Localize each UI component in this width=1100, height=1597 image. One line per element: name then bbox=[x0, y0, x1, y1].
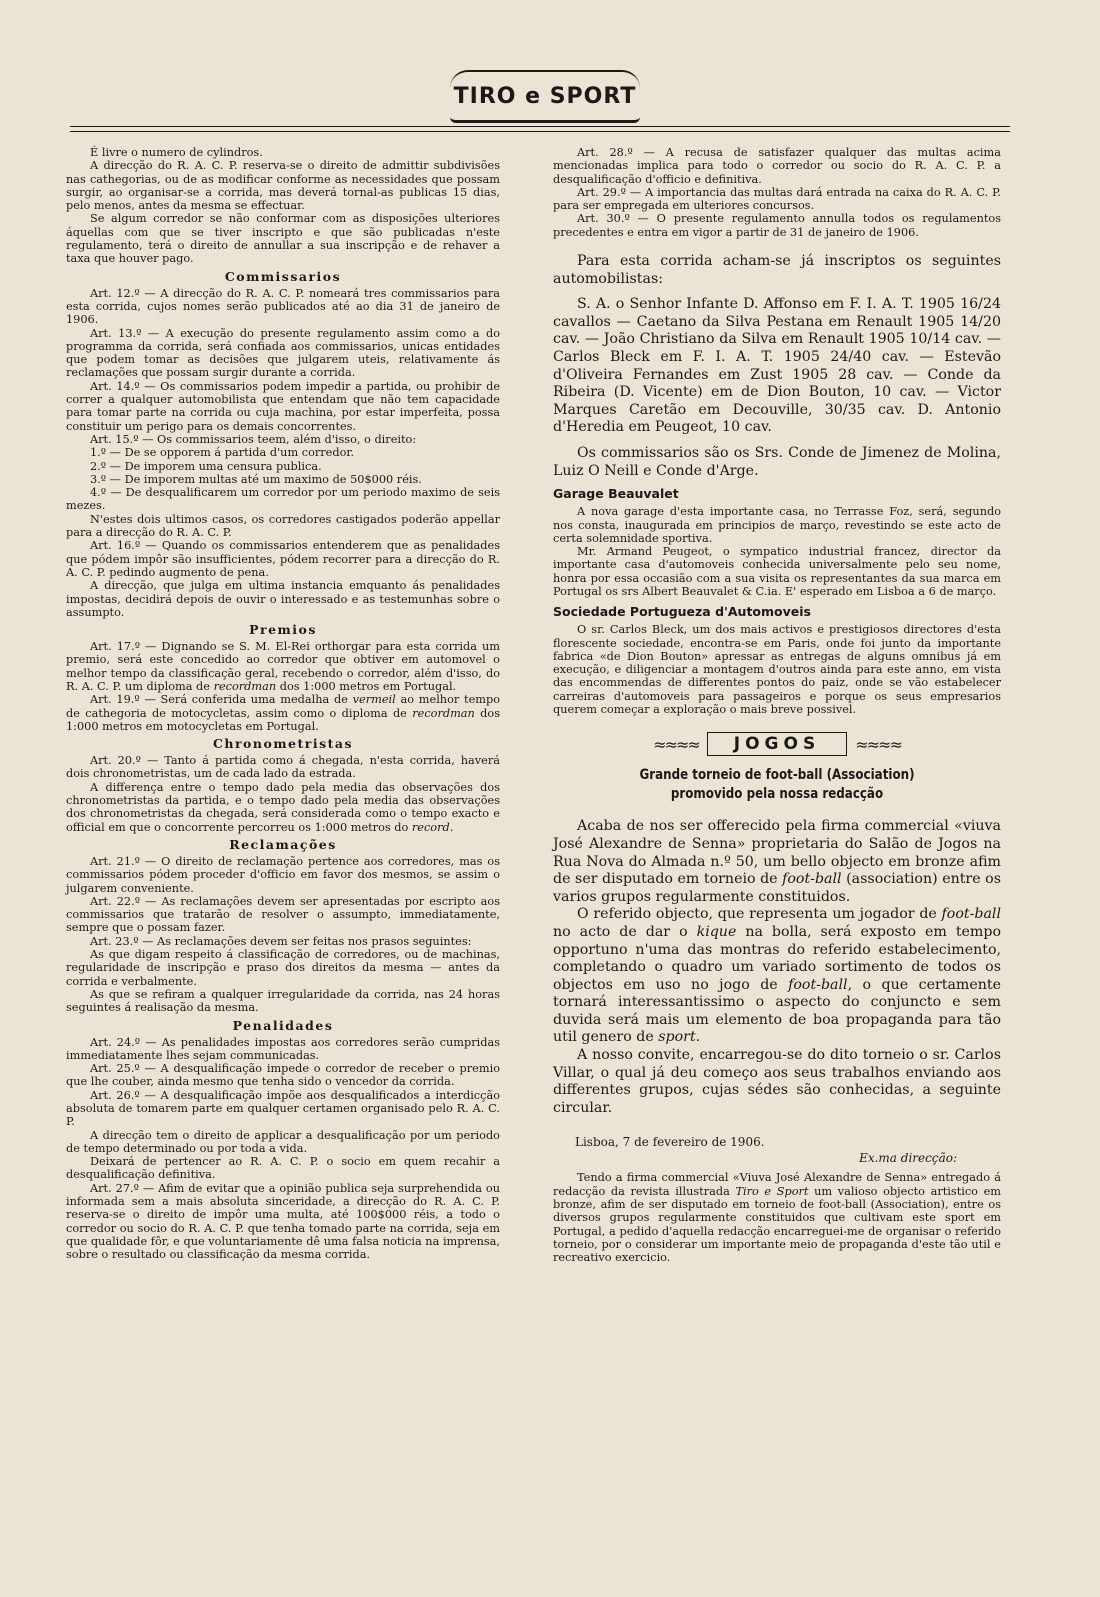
subheading-line: Grande torneio de foot-ball (Association) bbox=[639, 767, 915, 784]
paragraph: A direcção, que julga em ultima instancia emquanto ás penalidades impostas, decidirá depois de ouvir o interessado e as testemunhas sobre o assumpto. bbox=[66, 579, 500, 619]
text-run: Acaba de nos ser offerecido pela firma commercial «viuva José Alexandre de Senna» proprietaria do Salão de Jogos na Rua Nova do Almada n.º 50, um bello objecto em bronze afim de ser disputado em torneio de bbox=[553, 818, 1001, 888]
paragraph: Art. 24.º — As penalidades impostas aos corredores serão cumpridas immediatamente lhes sejam communicadas. bbox=[66, 1035, 500, 1062]
text-run: na bolla, será exposto em tempo opportuno n'uma das montras do referido estabelecimento, completando o quadro um variado sortimento de todos os objectos em uso no jogo de bbox=[553, 923, 1001, 993]
paragraph: Art. 15.º — Os commissarios teem, além d'isso, o direito: bbox=[90, 432, 417, 446]
header-rule bbox=[70, 126, 1010, 127]
paragraph: Art. 12.º — A direcção do R. A. C. P. nomeará tres commissarios para esta corrida, cujos nomes serão publicados até ao dia 31 de janeiro de 1906. bbox=[66, 286, 500, 327]
text-run: Art. 17.º — Dignando se S. M. El-Rei orthorgar para esta corrida um premio, será este concedido ao corredor que obtiver em automovel o melhor tempo da classificação geral, recebendo o corredor, além d'isso, do R. A. C. P. um diploma de bbox=[66, 640, 500, 693]
list-item: 1.º — De se opporem á partida d'um corredor. bbox=[90, 446, 355, 460]
italic-term: sport bbox=[658, 1029, 696, 1046]
jogos-heading: JOGOS bbox=[707, 732, 847, 756]
italic-term: recordman bbox=[213, 679, 277, 693]
italic-term: vermeil bbox=[352, 693, 396, 707]
paragraph: Art. 14.º — Os commissarios podem impedir a partida, ou prohibir de correr a qualquer automobilista que entendam que não tem capacidade para tomar parte na corrida ou cuja machina, por estar imperfeita, possa constituir um perigo para os demais concorrentes. bbox=[66, 379, 500, 433]
text-run: A differença entre o tempo dado pela media das observações dos chronometristas da partida, e o tempo dado pela media das observações dos chronometristas da chegada, será considerada como o tempo exacto e official em que o concorrente percorreu os 1:000 metros do bbox=[66, 780, 500, 834]
text-run: ao melhor tempo de cathegoria de motocycletas, assim como o diploma de bbox=[66, 693, 500, 720]
spacer bbox=[553, 239, 1001, 253]
text-run: Art. 19.º — Será conferida uma medalha de bbox=[90, 693, 353, 707]
section-heading-premios: Premios bbox=[249, 622, 317, 638]
italic-term: record. bbox=[411, 820, 454, 834]
list-item: 2.º — De imporem uma censura publica. bbox=[90, 459, 322, 473]
italic-term: foot-ball bbox=[782, 871, 842, 888]
italic-term: kique bbox=[696, 923, 737, 940]
left-column bbox=[66, 146, 500, 1262]
paragraph: Art. 30.º — O presente regulamento annulla todos os regulamentos precedentes e entra em vigor a partir de 31 de janeiro de 1906. bbox=[553, 212, 1001, 239]
paragraph: Art. 29.º — A importancia das multas dará entrada na caixa do R. A. C. P. para ser empregada em ulteriores concursos. bbox=[553, 185, 1001, 213]
text-run: O referido objecto, que representa um jogador de bbox=[577, 906, 942, 923]
paragraph bbox=[66, 693, 500, 733]
text-run: . bbox=[695, 1029, 701, 1046]
spacer bbox=[553, 288, 1001, 296]
masthead-logo: TIRO e SPORT bbox=[450, 70, 640, 123]
paragraph: Os commissarios são os Srs. Conde de Jimenez de Molina, Luiz O Neill e Conde d'Arge. bbox=[553, 445, 1001, 479]
paragraph: As que digam respeito á classificação de corredores, ou de machinas, regularidade de inscripção e praso dos direitos da mesma — antes da corrida e verbalmente. bbox=[66, 948, 500, 988]
paragraph: Para esta corrida acham-se já inscriptos os seguintes automobilistas: bbox=[553, 253, 1001, 287]
paragraph: Art. 26.º — A desqualificação impõe aos desqualificados a interdicção absoluta de tomarem parte em qualquer certamen organisado pelo R. A. C. P. bbox=[66, 1088, 500, 1129]
letter-date: Lisboa, 7 de fevereiro de 1906. bbox=[575, 1135, 765, 1150]
list-item: 4.º — De desqualificarem um corredor por um periodo maximo de seis mezes. bbox=[66, 486, 500, 513]
text-run: no acto de dar o bbox=[553, 923, 697, 940]
letter-greeting: Ex.ma direcção: bbox=[859, 1151, 957, 1166]
letter-body bbox=[553, 1171, 1001, 1264]
paragraph: Art. 13.º — A execução do presente regulamento assim como a do programma da corrida, será confiada aos commissarios, unicas entidades que podem tomar as decisões que julgarem uteis, relativamente ás reclamações que possam surgir durante a corrida. bbox=[66, 326, 500, 380]
text-run: Tendo a firma commercial «Viuva José Alexandre de Senna» entregado á redacção da revista illustrada bbox=[553, 1171, 1001, 1198]
paragraph: Se algum corredor se não conformar com as disposições ulteriores áquellas com que se tiver inscripto e que são publicadas n'este regulamento, terá o direito de annullar a sua inscripção e de rehaver a taxa que houver pago. bbox=[66, 212, 500, 266]
paragraph: N'estes dois ultimos casos, os corredores castigados poderão appellar para a direcção do R. A. C. P. bbox=[66, 512, 500, 540]
paragraph: Mr. Armand Peugeot, o sympatico industrial francez, director da importante casa d'automoveis conhecida universalmente pelo seu nome, honra por essa occasião com a sua visita os representantes da sua marca em Portugal os srs Albert Beauvalet & C.ia. E' esperado em Lisboa a 6 de março. bbox=[553, 545, 1001, 598]
subheading-line: promovido pela nossa redacção bbox=[670, 786, 884, 803]
text-run: , o que certamente tornará interessantissimo o aspecto do conjuncto e sem duvida será mais um elemento de boa propaganda para tão util genero de bbox=[553, 976, 1001, 1046]
paragraph: A direcção do R. A. C. P. reserva-se o direito de admittir subdivisões nas cathegorias, ou de as modificar conforme as necessidades que possam surgir, ao organisar-se a corrida, mas deverá tornal-as publicas 15 dias, pelo menos, antes da mesma se effectuar. bbox=[66, 159, 500, 213]
section-heading-chronometristas: Chronometristas bbox=[212, 736, 354, 752]
paragraph: O sr. Carlos Bleck, um dos mais activos e prestigiosos directores d'esta florescente sociedade, encontra-se em Paris, onde foi junto da importante fabrica «de Dion Bouton» apressar as entregas de alguns omnibus já em execução, e diligenciar a montagem d'outros ainda para este anno, em vista das encommendas de differentes pontos do paiz, onde se vão estabelecer carreiras d'automoveis para passageiros e porque os seus empresarios querem começar a exploração o mais breve possivel. bbox=[553, 623, 1001, 717]
paragraph bbox=[553, 818, 1001, 906]
section-heading-penalidades: Penalidades bbox=[232, 1017, 334, 1033]
paragraph: Art. 28.º — A recusa de satisfazer qualquer das multas acima mencionadas implica para todo o corredor ou socio do R. A. C. P. a desqualificação d'officio e definitiva. bbox=[553, 146, 1001, 186]
paragraph: S. A. o Senhor Infante D. Affonso em F. I. A. T. 1905 16/24 cavallos — Caetano da Silva Pestana em Renault 1905 14/20 cav. — João Christiano da Silva em Renault 1905 10/14 cav. — Carlos Bleck em F. I. A. T. 1905 24/40 cav. — Estevão d'Oliveira Fernandes em Zust 1905 28 cav. — Conde da Ribeira (D. Vicente) em de Dion Bouton, 10 cav. — Victor Marques Caretão em Decouville, 30/35 cav. D. Antonio d'Heredia em Peugeot, 10 cav. bbox=[553, 296, 1001, 436]
section-heading-reclamacoes: Reclamações bbox=[229, 836, 337, 852]
paragraph: A direcção tem o direito de applicar a desqualificação por um periodo de tempo determinado ou por toda a vida. bbox=[66, 1128, 500, 1155]
text-run: dos 1:000 metros em Portugal. bbox=[276, 679, 457, 693]
paragraph: É livre o numero de cylindros. bbox=[90, 146, 263, 159]
right-column bbox=[553, 146, 1001, 1265]
italic-term: Tiro e Sport bbox=[735, 1184, 809, 1198]
paragraph bbox=[66, 640, 500, 693]
jogos-subheading bbox=[593, 766, 960, 804]
paragraph: Art. 23.º — As reclamações devem ser feitas nos prasos seguintes: bbox=[90, 934, 472, 948]
paragraph: Art. 25.º — A desqualificação impede o corredor de receber o premio que lhe couber, ainda mesmo que tenha sido o vencedor da corrida. bbox=[66, 1062, 500, 1089]
paragraph: Art. 27.º — Afim de evitar que a opinião publica seja surprehendida ou informada sem a mais absoluta sinceridade, a direcção do R. A. C. P. reserva-se o direito de impôr uma multa, até 100$000 réis, a todo o corredor ou socio do R. A. C. P. que tenha tomado parte na corrida, seja em que qualidade fôr, e que voluntariamente dê uma falsa noticia na imprensa, sobre o resultado ou classificação da mesma corrida. bbox=[66, 1181, 500, 1262]
paragraph: A nosso convite, encarregou-se do dito torneio o sr. Carlos Villar, o qual já deu começo aos seus trabalhos enviando aos differentes grupos, cujas sédes são conhecidas, a seguinte circular. bbox=[553, 1047, 1001, 1116]
paragraph: Art. 21.º — O direito de reclamação pertence aos corredores, mas os commissarios pódem proceder d'officio em favor dos mesmos, se assim o julgarem conveniente. bbox=[66, 854, 500, 895]
section-heading-commissarios: Commissarios bbox=[224, 268, 342, 284]
jogos-banner bbox=[553, 732, 1001, 756]
paragraph: As que se refiram a qualquer irregularidade da corrida, nas 24 horas seguintes á realisação da mesma. bbox=[66, 987, 500, 1015]
italic-term: recordman bbox=[412, 706, 475, 720]
spacer bbox=[553, 437, 1001, 445]
paragraph: Art. 20.º — Tanto á partida como á chegada, n'esta corrida, haverá dois chronometristas, um de cada lado da estrada. bbox=[66, 754, 500, 781]
list-item: 3.º — De imporem multas até um maximo de 50$000 réis. bbox=[90, 472, 422, 486]
text-run: (association) entre os varios grupos regularmente constituidos. bbox=[553, 871, 1001, 905]
paragraph bbox=[66, 781, 500, 834]
section-heading-sociedade: Sociedade Portugueza d'Automoveis bbox=[553, 604, 811, 620]
header-rule bbox=[70, 131, 1010, 132]
ornament-right-icon: ≈≈≈≈ bbox=[855, 734, 901, 754]
ornament-left-icon: ≈≈≈≈ bbox=[653, 734, 699, 754]
paragraph: A nova garage d'esta importante casa, no Terrasse Foz, será, segundo nos consta, inaugurada em principios de março, revestindo se este acto de certa solemnidade sportiva. bbox=[553, 505, 1001, 545]
paragraph bbox=[553, 906, 1001, 1047]
paragraph: Deixará de pertencer ao R. A. C. P. o socio em quem recahir a desqualificação definitiva. bbox=[66, 1155, 500, 1182]
text-run: dos 1:000 metros em motocycletas em Portugal. bbox=[66, 706, 501, 733]
paragraph: Art. 22.º — As reclamações devem ser apresentadas por escripto aos commissarios que tratarão de resolver o assumpto, immediatamente, sempre que o possam fazer. bbox=[66, 894, 500, 935]
italic-term: foot-ball bbox=[941, 906, 1001, 923]
section-heading-garage: Garage Beauvalet bbox=[553, 486, 679, 502]
italic-term: foot-ball bbox=[788, 976, 848, 993]
text-run: um valioso objecto artistico em bronze, afim de ser disputado em torneio de foot-ball (Association), entre os diversos grupos regularmente constituidos que cultivam este sport em Portugal, a pedido d'aquella redacção encarreguei-me de organisar o referido torneio, por o considerar um importante meio de propaganda d'este tão util e recreativo exercicio. bbox=[553, 1184, 1002, 1265]
paragraph: Art. 16.º — Quando os commissarios entenderem que as penalidades que pódem impôr são insufficientes, pódem recorrer para a direcção do R. A. C. P. pedindo augmento de pena. bbox=[66, 539, 500, 579]
